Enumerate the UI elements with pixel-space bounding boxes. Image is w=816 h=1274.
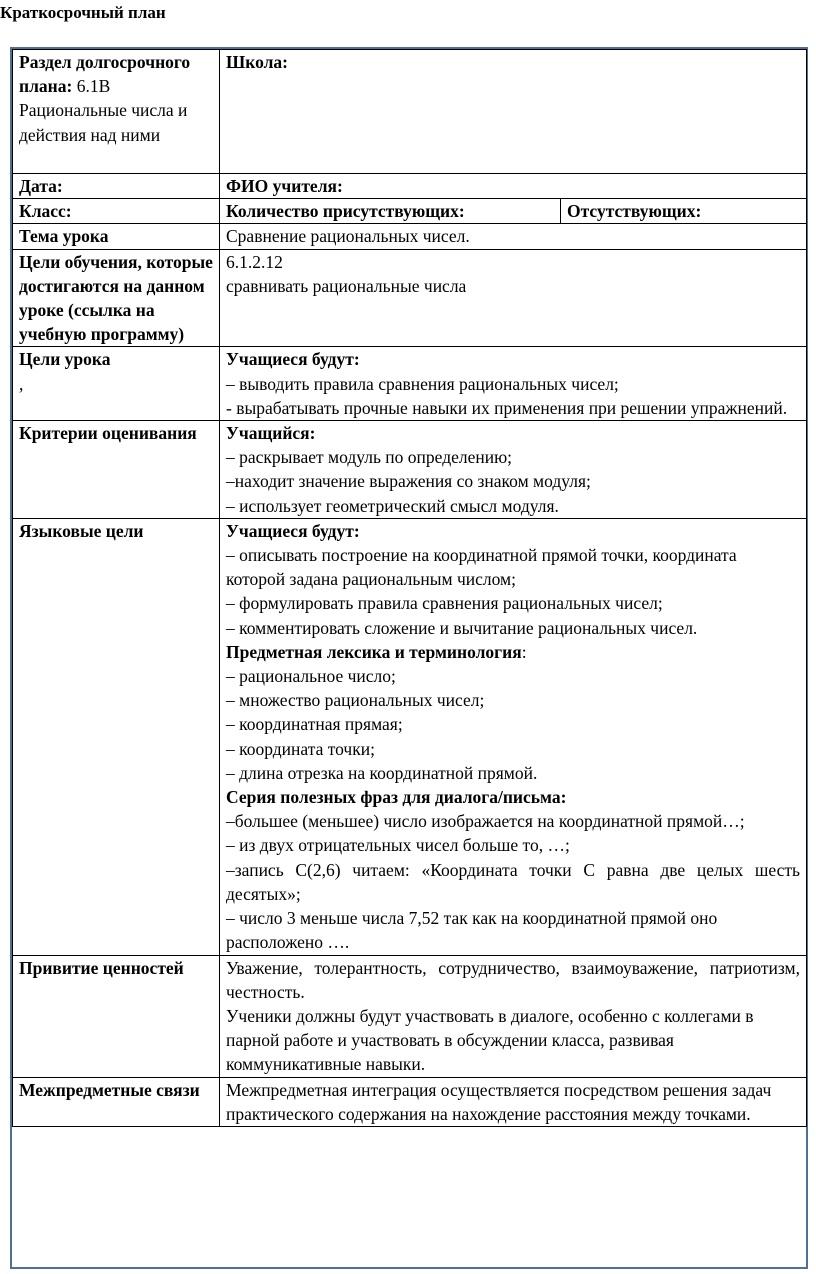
- class-label: Класс:: [19, 201, 72, 222]
- row-class: [13, 199, 807, 224]
- row-topic: [13, 224, 807, 249]
- list-item: – выводить правила сравнения рациональных чисел;: [226, 373, 619, 394]
- list-item: – координата точки;: [226, 738, 375, 759]
- lesson-goals-label: Цели урока: [19, 349, 111, 370]
- interdisciplinary-text: Межпредметная интеграция осуществляется посредством решения задач практического содержания на нахождение расстояния между точками.: [226, 1079, 772, 1124]
- list-item: – раскрывает модуль по определению;: [226, 447, 513, 468]
- section-value: 6.1В Рациональные числа и действия над ними: [19, 76, 188, 145]
- criteria-label: Критерии оценивания: [19, 423, 197, 444]
- list-item: - вырабатывать прочные навыки их применения при решении упражнений.: [226, 397, 788, 418]
- cell-learning-goals-value: [220, 249, 807, 347]
- section-label: Раздел долгосрочного плана:: [19, 52, 191, 97]
- cell-section-label: [13, 50, 220, 174]
- lesson-goals-heading: Учащиеся будут:: [226, 349, 360, 370]
- interdisciplinary-label: Межпредметные связи: [19, 1079, 200, 1100]
- criteria-heading: Учащийся:: [226, 423, 316, 444]
- teacher-label: ФИО учителя:: [226, 176, 343, 196]
- row-language-goals: [13, 518, 807, 955]
- phrases-heading: Серия полезных фраз для диалога/письма:: [226, 787, 567, 808]
- cell-lesson-goals-value: [220, 347, 807, 421]
- cell-interdisciplinary-label: [13, 1077, 220, 1126]
- learning-goals-label: Цели обучения, которые достигаются на данном уроке (ссылка на учебную программу): [19, 251, 213, 345]
- row-date: [13, 174, 807, 199]
- list-item: – формулировать правила сравнения рациональных чисел;: [226, 593, 663, 614]
- list-item: – рациональное число;: [226, 666, 396, 687]
- cell-values-value: [220, 955, 807, 1077]
- present-label: Количество присутствующих:: [226, 201, 465, 222]
- absent-label: Отсутствующих:: [567, 201, 702, 222]
- document-title: Краткосрочный план: [0, 3, 166, 22]
- cell-interdisciplinary-value: [220, 1077, 807, 1126]
- language-goals-label: Языковые цели: [19, 520, 144, 541]
- values-text-2: Ученики должны будут участвовать в диалоге, особенно с коллегами в парной работе и участвовать в обсуждении класса, развивая коммуникативные навыки.: [226, 1005, 754, 1075]
- cell-school: [220, 50, 807, 174]
- row-learning-goals: [13, 249, 807, 347]
- cell-learning-goals-label: [13, 249, 220, 347]
- cell-present: [220, 199, 561, 224]
- list-item: – комментировать сложение и вычитание рациональных чисел.: [226, 617, 698, 638]
- lexicon-colon: :: [521, 641, 527, 662]
- cell-language-value: [220, 518, 807, 955]
- list-item: – множество рациональных чисел;: [226, 690, 485, 711]
- topic-label: Тема урока: [19, 226, 109, 247]
- values-text: Уважение, толерантность, сотрудничество, взаимоуважение, патриотизм, честность.: [226, 957, 800, 1002]
- row-interdisciplinary: [13, 1077, 807, 1126]
- list-item: – описывать построение на координатной прямой точки, координата которой задана рациональным числом;: [226, 545, 737, 590]
- row-criteria: [13, 421, 807, 519]
- cell-criteria-label: [13, 421, 220, 519]
- values-label: Привитие ценностей: [19, 957, 184, 978]
- list-item: – из двух отрицательных чисел больше то, …;: [226, 835, 570, 856]
- list-item: – использует геометрический смысл модуля.: [226, 495, 559, 516]
- cell-values-label: [13, 955, 220, 1077]
- cell-date-label: [13, 174, 220, 199]
- lexicon-heading: Предметная лексика и терминология: [226, 641, 522, 662]
- school-label: Школа:: [226, 52, 288, 72]
- cell-topic-value: [220, 224, 807, 249]
- list-item: – число 3 меньше числа 7,52 так как на координатной прямой оно расположено ….: [226, 908, 718, 953]
- learning-goal-code: 6.1.2.12: [226, 251, 283, 272]
- cell-topic-label: [13, 224, 220, 249]
- cell-teacher: [220, 174, 807, 199]
- learning-goal-text: сравнивать рациональные числа: [226, 275, 467, 296]
- lesson-goals-label-extra: ,: [19, 373, 24, 394]
- cell-class-label: [13, 199, 220, 224]
- topic-value: Сравнение рациональных чисел.: [226, 226, 470, 247]
- date-label: Дата:: [19, 176, 63, 196]
- row-section: [13, 50, 807, 174]
- row-values: [13, 955, 807, 1077]
- list-item: –находит значение выражения со знаком модуля;: [226, 471, 591, 492]
- list-item: – координатная прямая;: [226, 714, 403, 735]
- list-item: –запись С(2,6) читаем: «Координата точки С равна две целых шесть десятых»;: [226, 859, 800, 904]
- row-lesson-goals: [13, 347, 807, 421]
- cell-lesson-goals-label: [13, 347, 220, 421]
- language-heading: Учащиеся будут:: [226, 520, 360, 541]
- list-item: – длина отрезка на координатной прямой.: [226, 762, 538, 783]
- cell-absent: [561, 199, 807, 224]
- lesson-plan-table: [12, 49, 807, 1127]
- cell-language-label: [13, 518, 220, 955]
- list-item: –большее (меньшее) число изображается на координатной прямой…;: [226, 811, 745, 832]
- cell-criteria-value: [220, 421, 807, 519]
